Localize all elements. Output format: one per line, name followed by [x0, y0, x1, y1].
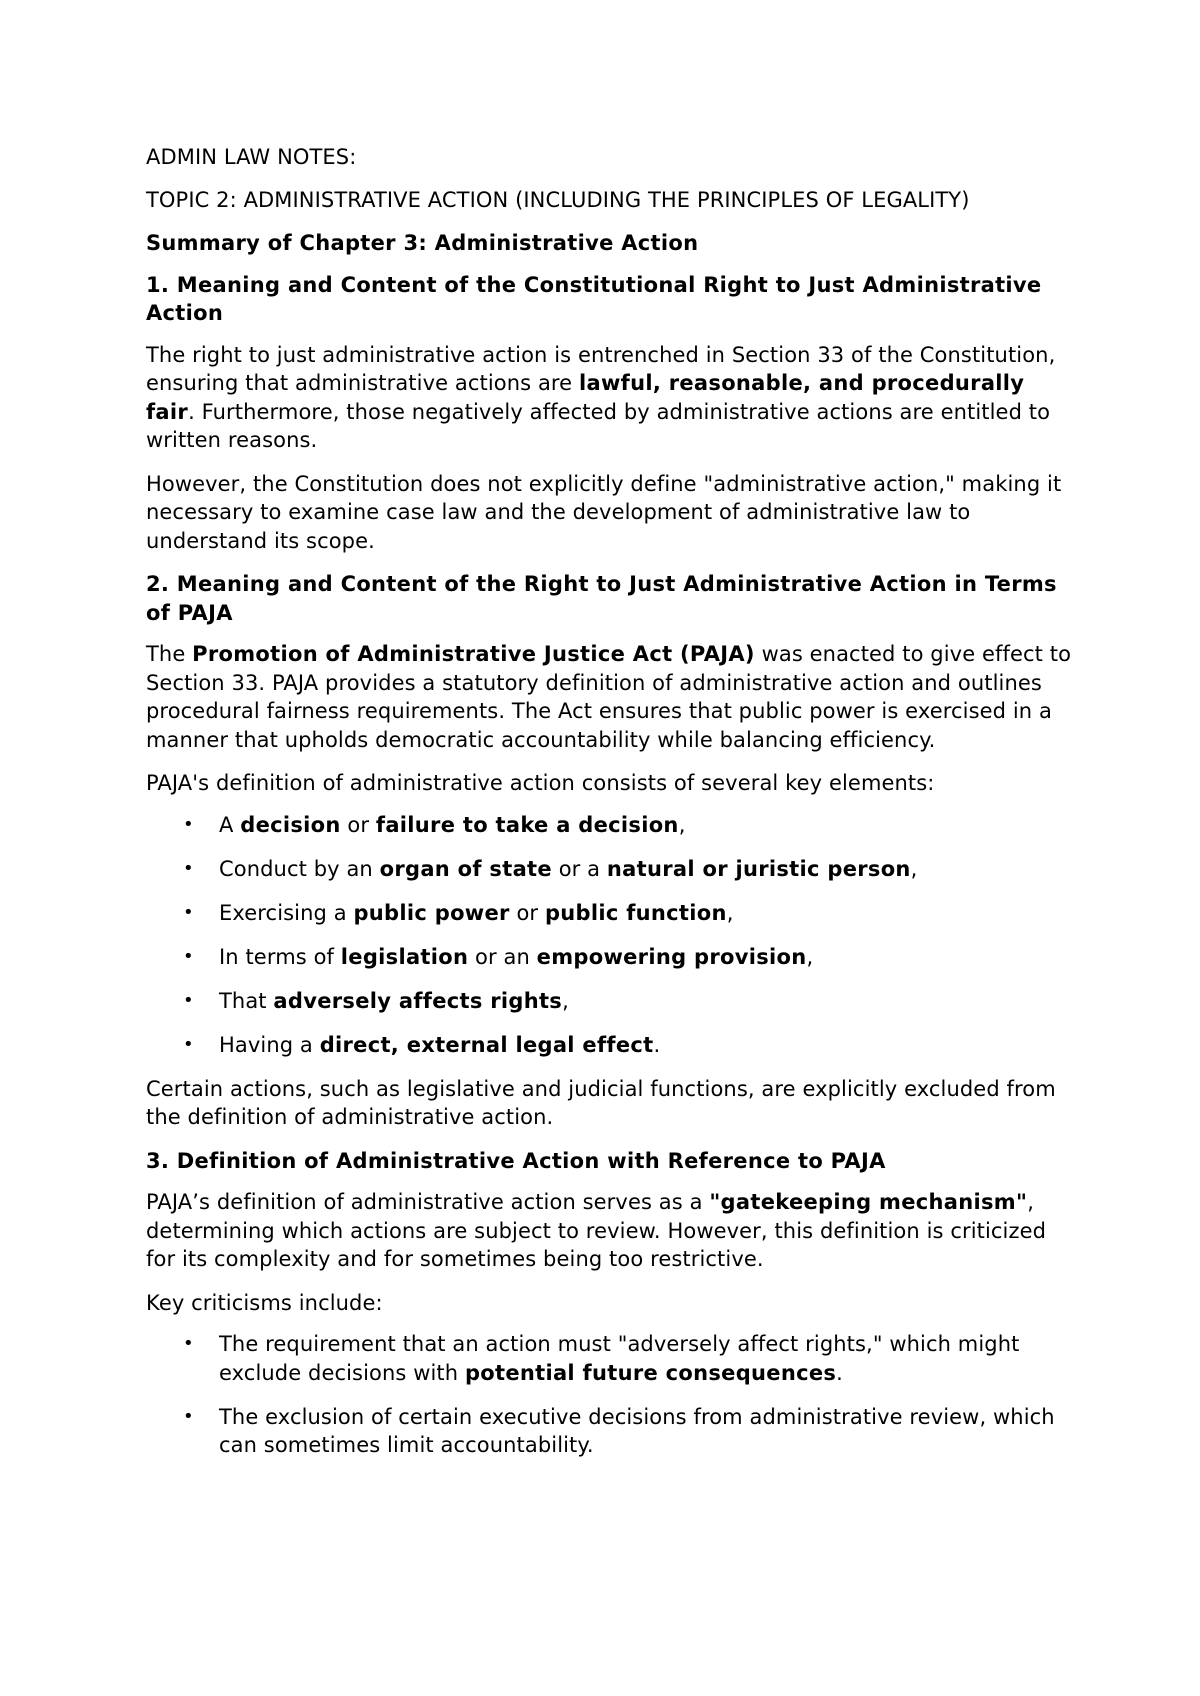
list-item — [146, 811, 1076, 840]
text-run: , determining which actions are subject to review. However, this definition is criticized for its complexity and for sometimes being too restrictive. — [146, 1190, 1047, 1271]
bold-run: public power — [353, 900, 510, 925]
list-item — [146, 855, 1076, 884]
bullet-icon: • — [183, 1333, 194, 1354]
topic-heading: TOPIC 2: ADMINISTRATIVE ACTION (INCLUDING THE PRINCIPLES OF LEGALITY) — [146, 187, 970, 212]
section-2-heading: 2. Meaning and Content of the Right to Just Administrative Action in Terms of PAJA — [146, 572, 1057, 625]
text-run: or — [340, 812, 376, 837]
bold-run: lawful, reasonable, and procedurally fair — [146, 371, 1025, 424]
text-run: In terms of — [219, 944, 341, 969]
text-run: , — [678, 812, 686, 837]
list-item — [146, 1330, 1076, 1387]
text-run: Exercising a — [219, 900, 354, 925]
list-item — [146, 899, 1076, 928]
section-1-heading: 1. Meaning and Content of the Constitutional Right to Just Administrative Action — [146, 272, 1042, 325]
text-run: or — [509, 900, 545, 925]
section-2-paragraph-3: Certain actions, such as legislative and judicial functions, are explicitly excluded from the definition of administrative action. — [146, 1076, 1056, 1129]
bold-run: potential future consequences — [464, 1360, 837, 1385]
section-3-paragraph-1 — [146, 1188, 1076, 1274]
text-run: . — [836, 1360, 843, 1385]
bold-run: natural or juristic person — [606, 856, 911, 881]
text-run: or a — [551, 856, 607, 881]
text-run: , — [726, 900, 734, 925]
section-3-paragraph-2: Key criticisms include: — [146, 1290, 383, 1315]
text-run: The requirement that an action must "adversely affect rights," which might exclude decisions with — [219, 1332, 1020, 1385]
text-run: Conduct by an — [219, 856, 380, 881]
text-run: was enacted to give effect to Section 33. PAJA provides a statutory definition of administrative action and outlines procedural fairness requirements. The Act ensures that public power is exercised in a manner that upholds democratic accountability while balancing efficiency. — [146, 642, 1072, 752]
list-item — [146, 987, 1076, 1016]
text-run: PAJA’s definition of administrative action serves as a — [146, 1190, 710, 1214]
bold-run: Promotion of Administrative Justice Act (PAJA) — [192, 642, 755, 666]
text-run: The — [146, 642, 193, 666]
text-run: The exclusion of certain executive decisions from administrative review, which can sometimes limit accountability. — [219, 1404, 1055, 1457]
text-run: , — [806, 944, 814, 969]
bold-run: "gatekeeping mechanism" — [709, 1190, 1028, 1214]
text-run: That — [219, 988, 274, 1013]
bold-run: failure to take a decision — [375, 812, 679, 837]
list-item — [146, 943, 1076, 972]
bullet-icon: • — [183, 901, 194, 923]
list-item — [146, 1403, 1076, 1460]
document-body — [146, 143, 1076, 1475]
section-1-paragraph-1 — [146, 341, 1076, 455]
section-2-paragraph-2: PAJA's definition of administrative action consists of several key elements: — [146, 771, 935, 795]
text-run: . — [653, 1032, 661, 1057]
bullet-icon: • — [183, 945, 194, 967]
text-run: Having a — [219, 1032, 320, 1057]
bold-run: legislation — [340, 944, 469, 969]
list-item — [146, 1031, 1076, 1060]
bold-run: decision — [240, 812, 341, 837]
section-1-paragraph-2: However, the Constitution does not explicitly define "administrative action," making it necessary to examine case law and the development of administrative law to understand its scope. — [146, 471, 1062, 553]
bold-run: public function — [544, 900, 727, 925]
section-2-paragraph-1 — [146, 640, 1076, 754]
bullet-icon: • — [183, 813, 194, 835]
text-run: , — [910, 856, 918, 881]
bullet-icon: • — [183, 989, 194, 1011]
criticisms-list — [146, 1330, 1076, 1460]
bullet-icon: • — [183, 1033, 194, 1055]
bold-run: empowering provision — [536, 944, 807, 969]
bold-run: direct, external legal effect — [319, 1032, 654, 1057]
text-run: A — [219, 812, 241, 837]
text-run: . Furthermore, those negatively affected by administrative actions are entitled to written reasons. — [146, 399, 1051, 452]
summary-heading: Summary of Chapter 3: Administrative Action — [146, 231, 699, 255]
bold-run: organ of state — [379, 856, 552, 881]
text-run: The right to just administrative action is entrenched in Section 33 of the Constitution, ensuring that administrative actions are — [146, 342, 1056, 395]
paja-elements-list — [146, 811, 1076, 1060]
bullet-icon: • — [183, 1405, 194, 1427]
document-title: ADMIN LAW NOTES: — [146, 145, 357, 169]
section-3-heading: 3. Definition of Administrative Action with Reference to PAJA — [146, 1148, 886, 1173]
bullet-icon: • — [183, 857, 194, 879]
text-run: or an — [468, 944, 537, 969]
text-run: , — [562, 988, 569, 1013]
bold-run: adversely affects rights — [273, 988, 563, 1013]
